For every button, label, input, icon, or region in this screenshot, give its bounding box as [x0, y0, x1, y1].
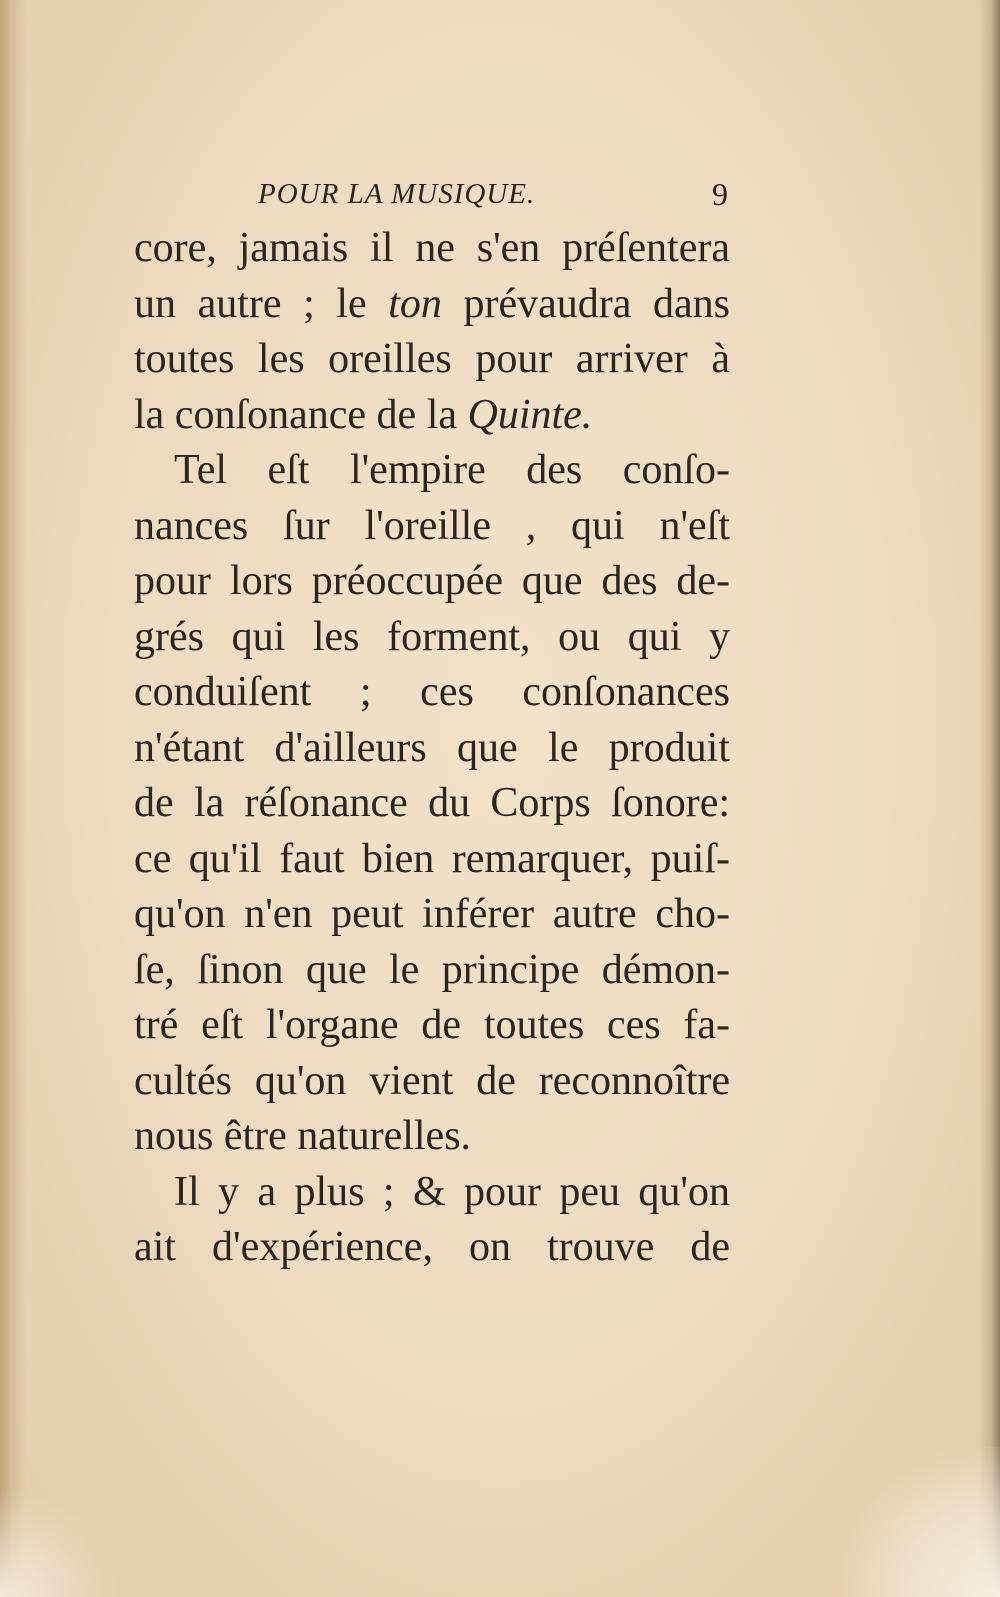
- page-right-edge: [978, 0, 1000, 1597]
- page-number: 9: [712, 176, 728, 212]
- paragraph-first-line: [134, 1165, 730, 1221]
- text-line: [134, 887, 730, 943]
- line-text: de la réſonance du Corps ſonore:: [134, 780, 730, 826]
- line-text: pour lors préoccupée que des de-: [134, 558, 730, 604]
- text-line: [134, 221, 730, 277]
- text-line: [134, 1220, 730, 1276]
- page-header: [258, 178, 728, 218]
- line-text: ſe, ſinon que le principe démon-: [134, 946, 730, 993]
- text-line: [134, 1054, 730, 1110]
- italic-word: Quinte.: [467, 391, 593, 438]
- line-text: Tel eſt l'empire des conſo-: [174, 447, 730, 493]
- text-line: [134, 943, 730, 999]
- line-text: tré eſt l'organe de toutes ces fa-: [134, 1002, 730, 1048]
- line-text: la conſonance de la: [134, 391, 468, 438]
- italic-word: ton: [388, 280, 442, 327]
- paragraph-first-line: [134, 443, 730, 499]
- paper-stain: [840, 1447, 1000, 1597]
- text-line: [134, 277, 730, 333]
- line-text: toutes les oreilles pour arriver à: [134, 336, 730, 382]
- text-line: [134, 721, 730, 777]
- line-text: n'étant d'ailleurs que le produit: [134, 724, 730, 771]
- line-text: core, jamais il ne s'en préſentera: [134, 225, 730, 271]
- line-text: grés qui les forment, ou qui y: [134, 613, 730, 660]
- page-left-edge: [0, 0, 26, 1597]
- line-text: Il y a plus ; & pour peu qu'on: [174, 1168, 730, 1215]
- text-line: [134, 554, 730, 610]
- paper-stain: [0, 1487, 120, 1597]
- line-text: ait d'expérience, on trouve de: [134, 1224, 730, 1270]
- text-line: [134, 665, 730, 721]
- text-line: [134, 832, 730, 888]
- running-head: POUR LA MUSIQUE.: [258, 178, 536, 210]
- text-line: [134, 388, 730, 444]
- line-text: cultés qu'on vient de reconnoître: [134, 1057, 730, 1104]
- line-text: qu'on n'en peut inférer autre cho-: [134, 891, 730, 937]
- line-text: nances ſur l'oreille , qui n'eſt: [134, 502, 730, 549]
- line-text: nous être naturelles.: [134, 1113, 472, 1159]
- text-line: [134, 499, 730, 555]
- text-line: [134, 998, 730, 1054]
- line-text: un autre ; le: [134, 280, 389, 327]
- line-text: ce qu'il faut bien remarquer, puiſ-: [134, 835, 730, 882]
- body-text: [134, 221, 730, 1276]
- line-text: prévaudra dans: [441, 280, 730, 327]
- text-line: [134, 332, 730, 388]
- text-line: [134, 610, 730, 666]
- text-line: [134, 1109, 730, 1165]
- text-line: [134, 776, 730, 832]
- line-text: conduiſent ; ces conſonances: [134, 669, 730, 715]
